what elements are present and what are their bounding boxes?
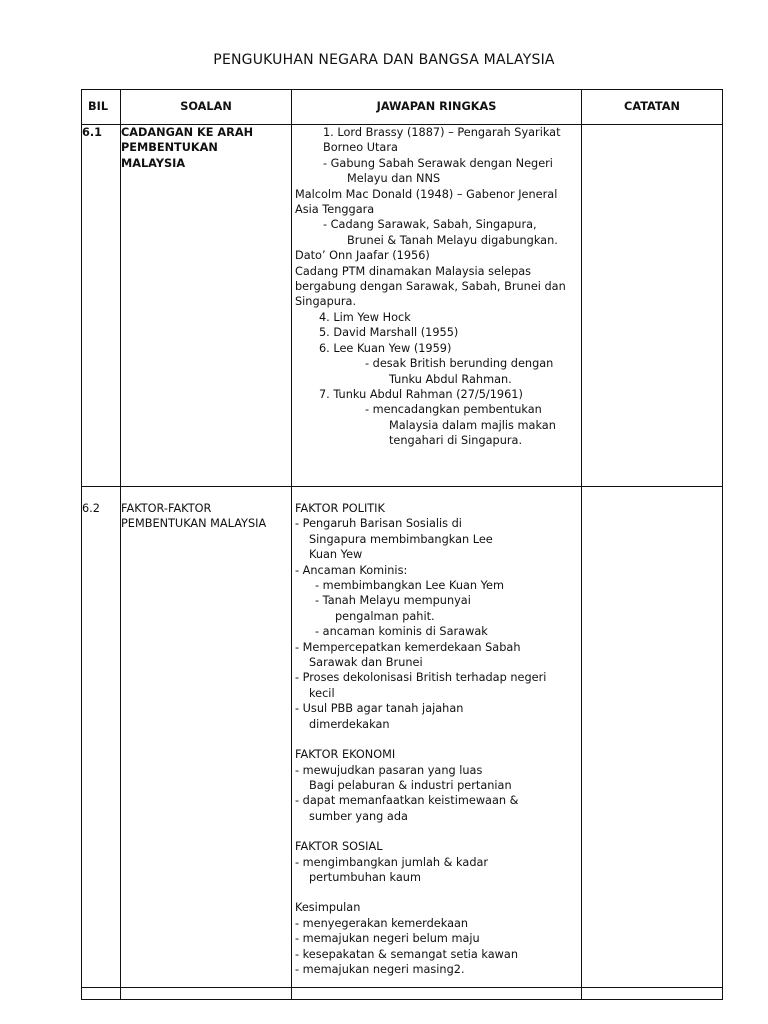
jawapan-line: Malaysia dalam majlis makan: [389, 418, 556, 432]
empty-cell: [82, 988, 121, 1000]
jawapan-line: 6. Lee Kuan Yew (1959): [319, 341, 452, 355]
jawapan-line: 4. Lim Yew Hock: [319, 310, 411, 324]
row-bil: 6.2: [82, 487, 121, 988]
soalan-line: PEMBENTUKAN MALAYSIA: [121, 517, 267, 531]
header-catatan: CATATAN: [582, 90, 723, 125]
jawapan-line: - Tanah Melayu mempunyai: [315, 594, 471, 608]
answer-table: [81, 89, 723, 1000]
jawapan-line: - Usul PBB agar tanah jajahan: [295, 702, 464, 716]
empty-cell: [292, 988, 582, 1000]
jawapan-line: FAKTOR SOSIAL: [295, 840, 383, 854]
jawapan-line: FAKTOR EKONOMI: [295, 748, 396, 762]
jawapan-line: - dapat memanfaatkan keistimewaan &: [295, 794, 519, 808]
jawapan-line: Kesimpulan: [295, 901, 361, 915]
jawapan-line: pengalman pahit.: [335, 609, 435, 623]
jawapan-line: - Cadang Sarawak, Sabah, Singapura,: [323, 218, 537, 232]
jawapan-line: Singapura membimbangkan Lee: [309, 532, 493, 546]
jawapan-line: [295, 824, 581, 839]
soalan-line: FAKTOR-FAKTOR: [121, 502, 212, 515]
table-row-empty: [82, 988, 723, 1000]
row-jawapan: [292, 125, 582, 487]
jawapan-line: - memajukan negeri masing2.: [295, 962, 465, 976]
jawapan-line: 5. David Marshall (1955): [319, 326, 459, 340]
jawapan-line: Borneo Utara: [323, 141, 398, 155]
jawapan-line: 1. Lord Brassy (1887) – Pengarah Syarikat: [323, 126, 561, 139]
empty-cell: [121, 988, 292, 1000]
table-row: [82, 487, 723, 988]
row-bil: 6.1: [82, 125, 121, 487]
row-jawapan: [292, 487, 582, 988]
jawapan-line: Melayu dan NNS: [347, 172, 441, 186]
row-soalan: [121, 125, 292, 487]
jawapan-line: dimerdekakan: [309, 717, 390, 731]
jawapan-lines: [295, 501, 581, 977]
table-row: [82, 125, 723, 487]
jawapan-line: - menyegerakan kemerdekaan: [295, 916, 469, 930]
jawapan-lines: [295, 125, 581, 449]
soalan-line: MALAYSIA: [121, 156, 186, 170]
empty-cell: [582, 988, 723, 1000]
document-title: PENGUKUHAN NEGARA DAN BANGSA MALAYSIA: [213, 52, 555, 68]
jawapan-line: [295, 732, 581, 747]
jawapan-line: - Pengaruh Barisan Sosialis di: [295, 517, 462, 531]
jawapan-line: - Ancaman Kominis:: [295, 563, 408, 577]
jawapan-line: - mencadangkan pembentukan: [365, 403, 542, 417]
jawapan-line: Dato’ Onn Jaafar (1956): [295, 249, 430, 263]
jawapan-line: Bagi pelaburan & industri pertanian: [309, 778, 512, 792]
soalan-line: CADANGAN KE ARAH: [121, 126, 254, 139]
jawapan-line: Cadang PTM dinamakan Malaysia selepas: [295, 264, 532, 278]
jawapan-line: - kesepakatan & semangat setia kawan: [295, 947, 518, 961]
row-catatan: [582, 487, 723, 988]
table-header-row: [82, 90, 723, 125]
jawapan-line: tengahari di Singapura.: [389, 434, 523, 448]
jawapan-line: Singapura.: [295, 295, 357, 309]
jawapan-line: - mengimbangkan jumlah & kadar: [295, 855, 489, 869]
row-soalan: [121, 487, 292, 988]
jawapan-line: - mewujudkan pasaran yang luas: [295, 763, 483, 777]
jawapan-line: kecil: [309, 686, 335, 700]
jawapan-line: sumber yang ada: [309, 809, 408, 823]
jawapan-line: Malcolm Mac Donald (1948) – Gabenor Jeneral: [295, 187, 558, 201]
jawapan-line: [295, 885, 581, 900]
jawapan-line: - desak British berunding dengan: [365, 357, 554, 371]
header-soalan: SOALAN: [121, 90, 292, 125]
jawapan-line: FAKTOR POLITIK: [295, 502, 385, 515]
jawapan-line: Kuan Yew: [309, 548, 363, 562]
jawapan-line: pertumbuhan kaum: [309, 870, 421, 884]
jawapan-line: - Proses dekolonisasi British terhadap negeri: [295, 671, 547, 685]
jawapan-line: bergabung dengan Sarawak, Sabah, Brunei dan: [295, 280, 566, 294]
jawapan-line: Brunei & Tanah Melayu digabungkan.: [347, 233, 558, 247]
jawapan-line: - membimbangkan Lee Kuan Yem: [315, 579, 505, 593]
header-jawapan: JAWAPAN RINGKAS: [292, 90, 582, 125]
soalan-line: PEMBENTUKAN: [121, 141, 218, 155]
jawapan-line: Tunku Abdul Rahman.: [389, 372, 512, 386]
jawapan-line: - Mempercepatkan kemerdekaan Sabah: [295, 640, 521, 654]
row-catatan: [582, 125, 723, 487]
jawapan-line: - Gabung Sabah Serawak dengan Negeri: [323, 156, 553, 170]
jawapan-line: Sarawak dan Brunei: [309, 656, 423, 670]
jawapan-line: - memajukan negeri belum maju: [295, 932, 480, 946]
header-bil: BIL: [82, 90, 121, 125]
jawapan-line: Asia Tenggara: [295, 203, 375, 217]
jawapan-line: 7. Tunku Abdul Rahman (27/5/1961): [319, 387, 523, 401]
jawapan-line: - ancaman kominis di Sarawak: [315, 625, 488, 639]
